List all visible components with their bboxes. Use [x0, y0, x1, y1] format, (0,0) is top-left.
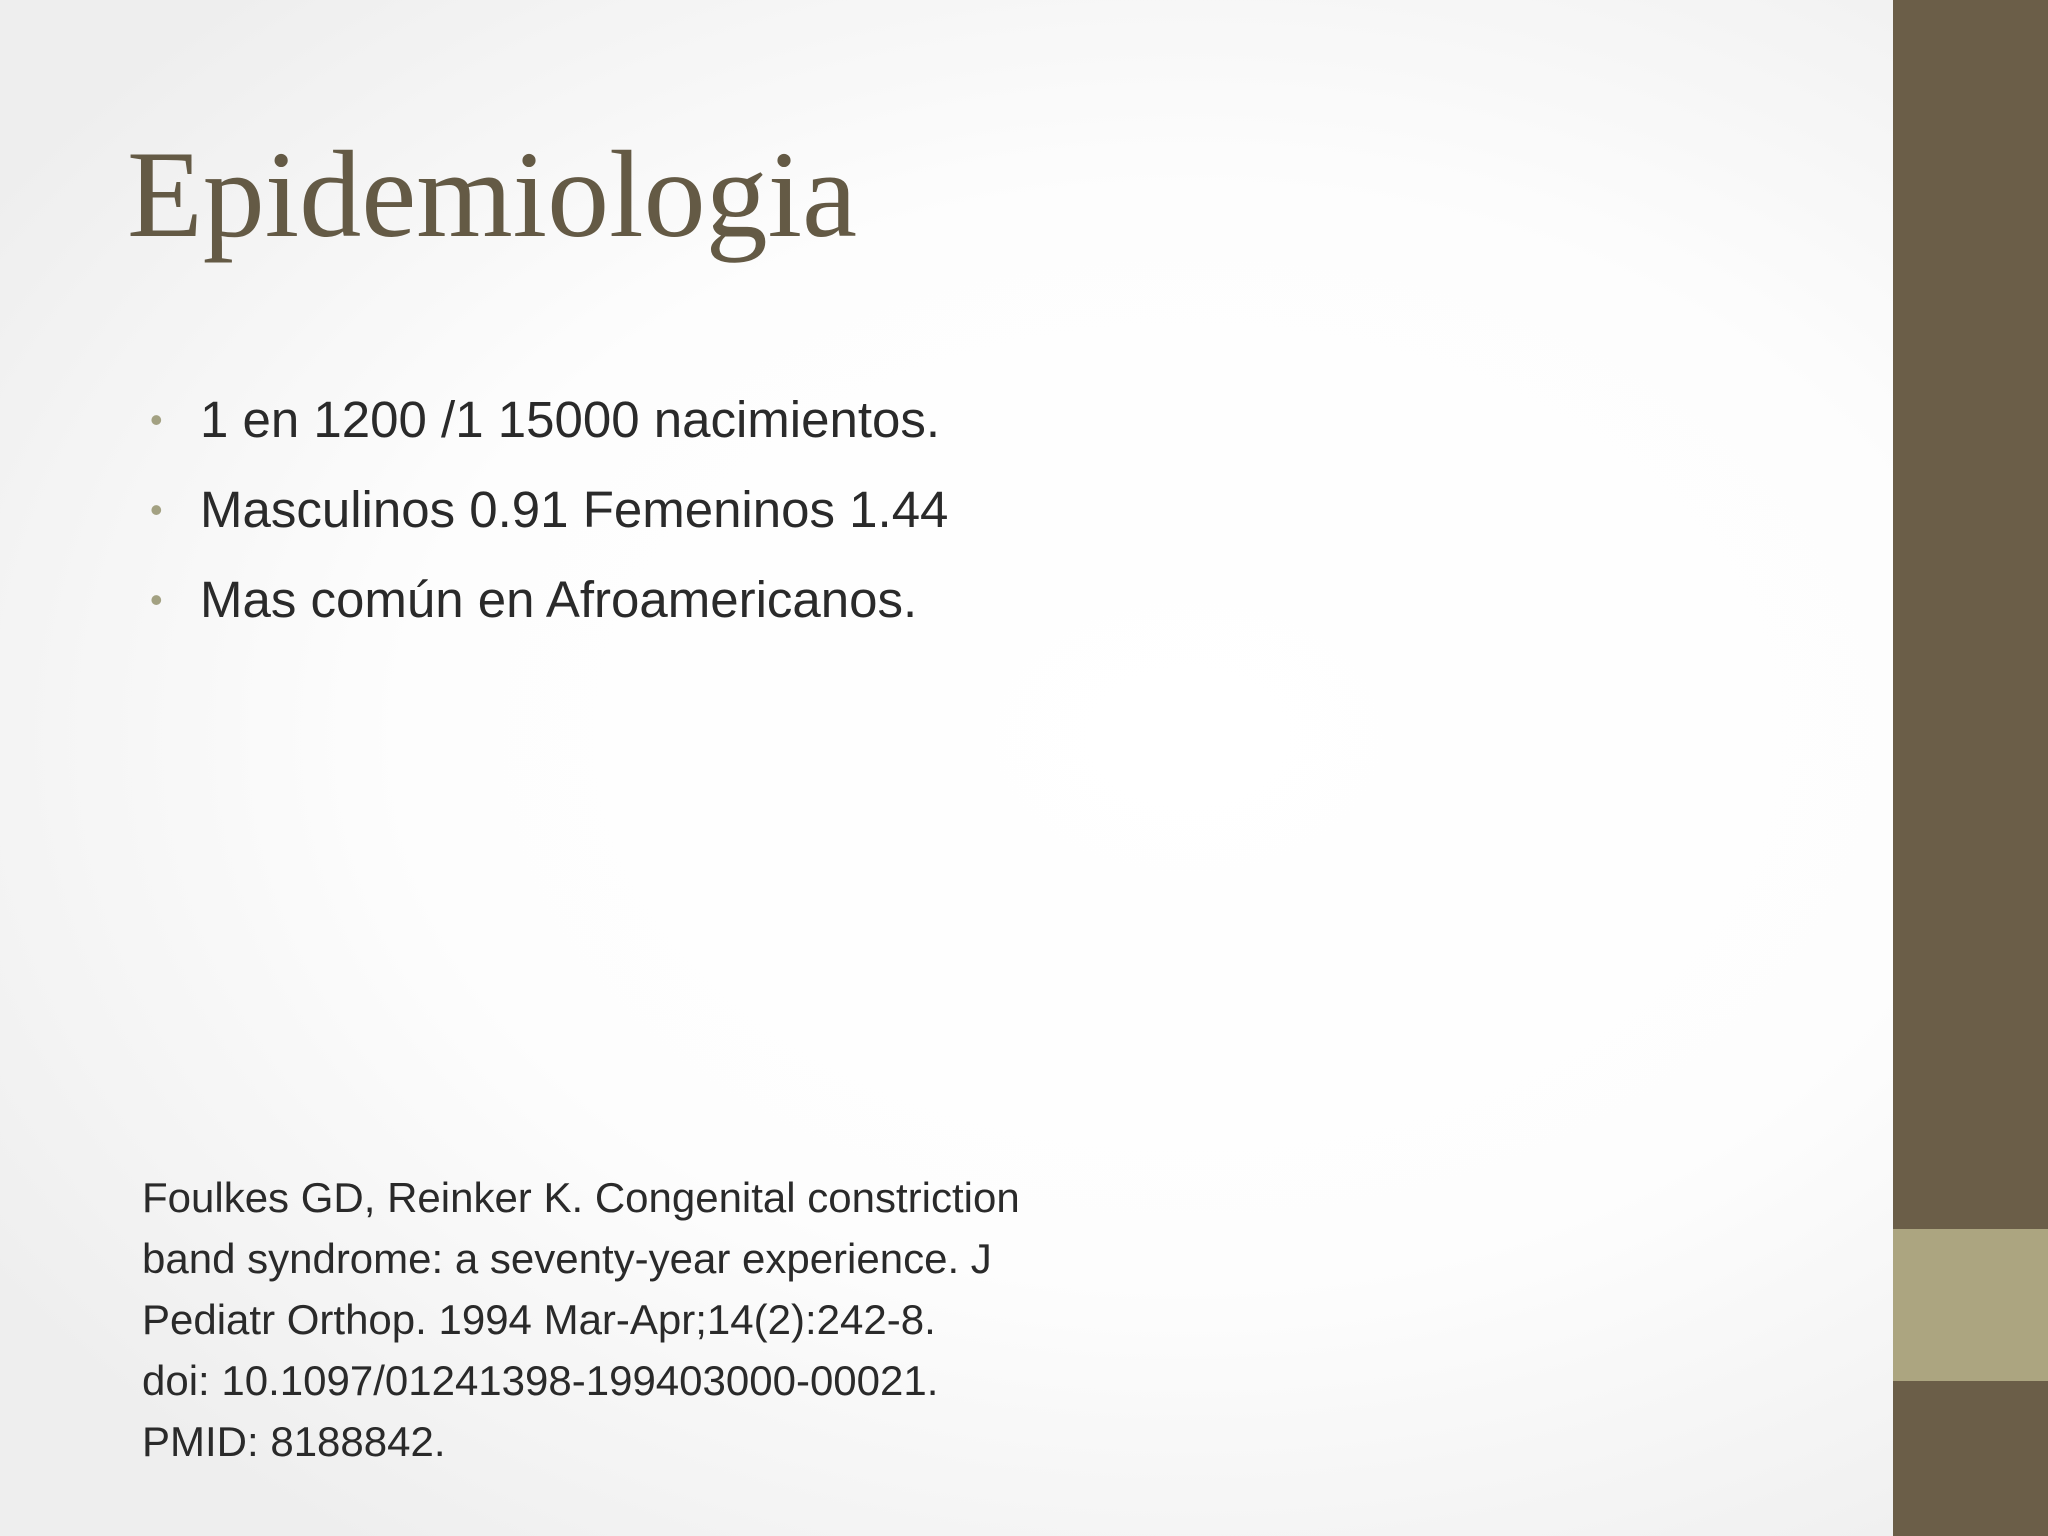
bullet-list	[148, 375, 948, 645]
bullet-icon: •	[150, 399, 163, 440]
reference-line: Pediatr Orthop. 1994 Mar-Apr;14(2):242-8.	[142, 1296, 936, 1343]
bullet-text: Masculinos 0.91 Femeninos 1.44	[200, 481, 949, 538]
bullet-icon: •	[150, 489, 163, 530]
reference-line: PMID: 8188842.	[142, 1418, 446, 1465]
reference-citation	[142, 1167, 1142, 1472]
reference-line: band syndrome: a seventy-year experience. J	[142, 1235, 992, 1282]
decorative-sidebar-accent	[1893, 1229, 2048, 1381]
bullet-text: Mas común en Afroamericanos.	[200, 571, 918, 628]
slide-title: Epidemiologia	[127, 126, 858, 263]
reference-line: doi: 10.1097/01241398-199403000-00021.	[142, 1357, 939, 1404]
bullet-text: 1 en 1200 /1 15000 nacimientos.	[200, 391, 941, 448]
reference-line: Foulkes GD, Reinker K. Congenital constriction	[142, 1174, 1020, 1221]
bullet-item	[148, 465, 948, 555]
bullet-item	[148, 555, 948, 645]
bullet-icon: •	[150, 579, 163, 620]
bullet-item	[148, 375, 948, 465]
